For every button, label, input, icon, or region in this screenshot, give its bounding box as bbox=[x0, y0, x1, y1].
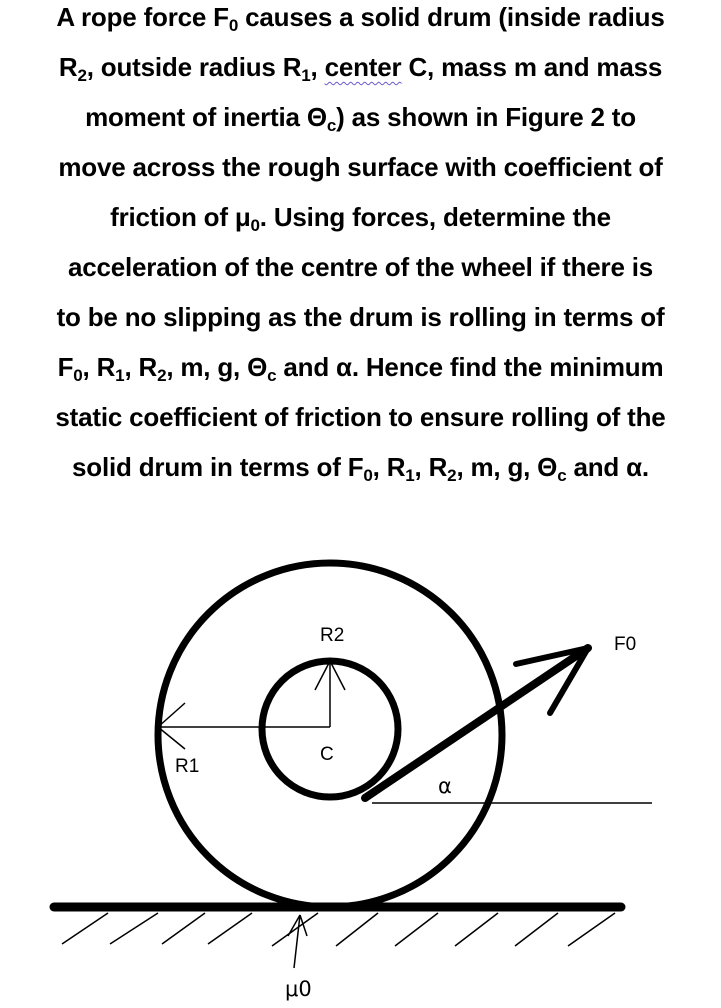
problem-line-3: moment of inertia $\Theta_c$) as shown in Figure 2 to bbox=[85, 102, 636, 135]
problem-line-8: $F_0$, $R_1$, $R_2$, m, g, $\Theta_c$ and α. Hence find the minimum bbox=[57, 352, 664, 385]
ground-hatching bbox=[62, 913, 615, 946]
mu0-label: μ0 bbox=[285, 977, 312, 1001]
problem-line-4: move across the rough surface with coefficient of bbox=[58, 152, 663, 182]
center-label: C bbox=[320, 744, 334, 765]
problem-line-5: friction of $\mu_0$. Using forces, determine the bbox=[110, 202, 611, 235]
r1-radius-arrow bbox=[158, 703, 330, 749]
spellcheck-word: center bbox=[324, 52, 402, 82]
problem-line-9: static coefficient of friction to ensure rolling of the bbox=[55, 402, 666, 432]
problem-line-10: solid drum in terms of $F_0$, $R_1$, $R_2$, m, g, $\Theta_c$ and α. bbox=[72, 452, 649, 485]
f0-label: F0 bbox=[614, 634, 637, 655]
r2-radius-arrow bbox=[315, 661, 345, 727]
problem-line-7: to be no slipping as the drum is rolling in terms of bbox=[56, 302, 665, 332]
r2-label: R2 bbox=[320, 625, 345, 646]
problem-line-6: acceleration of the centre of the wheel if there is bbox=[67, 252, 654, 282]
outer-drum-circle bbox=[158, 563, 502, 907]
r1-label: R1 bbox=[175, 756, 200, 777]
alpha-label: α bbox=[438, 774, 452, 798]
problem-line-1: A rope force $F_0$ causes a solid drum (inside radius bbox=[56, 2, 665, 35]
problem-line-2: $R_2$, outside radius $R_1$, center C, mass m and mass bbox=[58, 52, 663, 85]
